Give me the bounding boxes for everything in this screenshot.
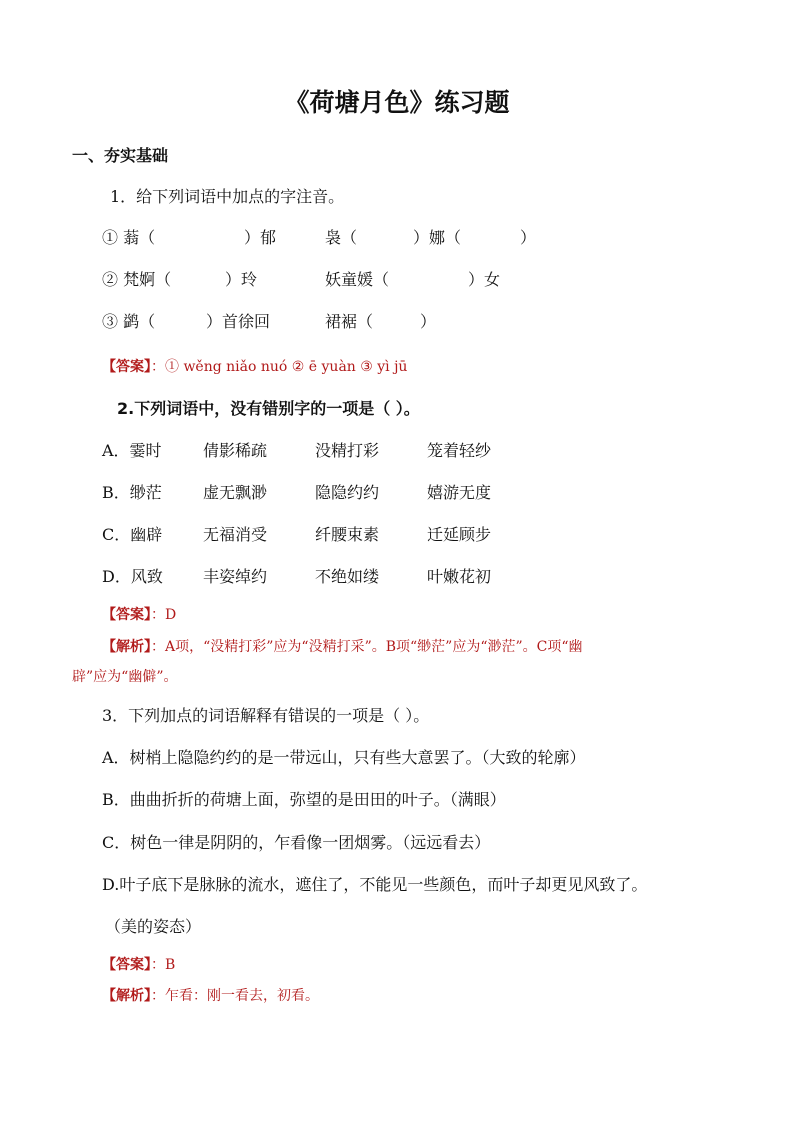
q2-option-c-3: 纤腰束素	[315, 525, 380, 544]
q3-option-c: C．树色一律是阴阴的，乍看像一团烟雾。（远远看去）	[102, 833, 491, 852]
q1-row2-item4: ）女	[468, 270, 501, 289]
question-2-stem: 2.下列词语中，没有错别字的一项是（ ）。	[117, 399, 420, 418]
q3-answer	[102, 955, 175, 975]
q1-row3-item4: ）	[420, 312, 437, 331]
q2-option-a-3: 没精打彩	[315, 441, 380, 460]
q2-option-d-4: 叶嫩花初	[427, 567, 492, 586]
answer-tag: 【答案】	[102, 957, 151, 973]
q3-analysis	[102, 986, 319, 1006]
q1-row1-item5: ）	[520, 228, 537, 247]
page-title: 《荷塘月色》练习题	[284, 88, 510, 117]
q2-option-c-1: C．幽辟	[102, 525, 163, 544]
answer-text: ：D	[151, 607, 177, 623]
q3-option-d: D.叶子底下是脉脉的流水，遮住了，不能见一些颜色，而叶子却更见风致了。	[102, 875, 648, 894]
q2-option-b-1: B．缈茫	[102, 483, 162, 502]
analysis-text: ：A项，“没精打彩”应为“没精打采”。B项“缈茫”应为“渺茫”。C项“幽	[151, 639, 583, 655]
q2-option-a-1: A．霎时	[102, 441, 162, 460]
q2-option-b-2: 虚无飘渺	[203, 483, 268, 502]
answer-tag: 【答案】	[102, 359, 151, 375]
q3-option-b: B．曲曲折折的荷塘上面，弥望的是田田的叶子。（满眼）	[102, 790, 506, 809]
q3-option-d-note: （美的姿态）	[105, 917, 202, 936]
question-1-stem: 1．给下列词语中加点的字注音。	[110, 187, 345, 206]
q2-answer	[102, 605, 176, 625]
q1-row1-item3: 袅（	[325, 228, 358, 247]
q2-option-c-2: 无福消受	[203, 525, 268, 544]
section-heading: 一、夯实基础	[72, 146, 169, 165]
q2-analysis-line1	[102, 637, 583, 657]
q1-answer	[102, 357, 407, 377]
analysis-tag: 【解析】	[102, 988, 151, 1004]
answer-text: ：① wěng niǎo nuó ② ē yuàn ③ yì jū	[151, 359, 408, 375]
q1-row1-item4: ）娜（	[413, 228, 462, 247]
analysis-text: ：乍看：刚一看去，初看。	[151, 988, 319, 1004]
q2-option-b-3: 隐隐约约	[315, 483, 380, 502]
analysis-tag: 【解析】	[102, 639, 151, 655]
q2-option-a-4: 笼着轻纱	[427, 441, 492, 460]
q1-row2-item1: ② 梵婀（	[102, 270, 172, 289]
q1-row3-item2: ）首徐回	[206, 312, 271, 331]
q3-option-a: A．树梢上隐隐约约的是一带远山，只有些大意罢了。（大致的轮廓）	[102, 748, 586, 767]
q1-row3-item1: ③ 鹢（	[102, 312, 156, 331]
q2-analysis-line2: 辟”应为“幽僻”。	[72, 669, 178, 685]
answer-text: ：B	[151, 957, 176, 973]
q1-row1-item2: ）郁	[244, 228, 277, 247]
q1-row1-item1: ① 蓊（	[102, 228, 156, 247]
q2-option-c-4: 迁延顾步	[427, 525, 492, 544]
q2-option-b-4: 嬉游无度	[427, 483, 492, 502]
q2-option-d-3: 不绝如缕	[315, 567, 380, 586]
q2-option-d-2: 丰姿绰约	[203, 567, 268, 586]
answer-tag: 【答案】	[102, 607, 151, 623]
q1-row2-item3: 妖童媛（	[325, 270, 390, 289]
q2-option-d-1: D．风致	[102, 567, 163, 586]
question-3-stem: 3．下列加点的词语解释有错误的一项是（ ）。	[102, 706, 430, 725]
q1-row2-item2: ）玲	[225, 270, 258, 289]
q2-option-a-2: 倩影稀疏	[203, 441, 268, 460]
q1-row3-item3: 裙裾（	[325, 312, 374, 331]
